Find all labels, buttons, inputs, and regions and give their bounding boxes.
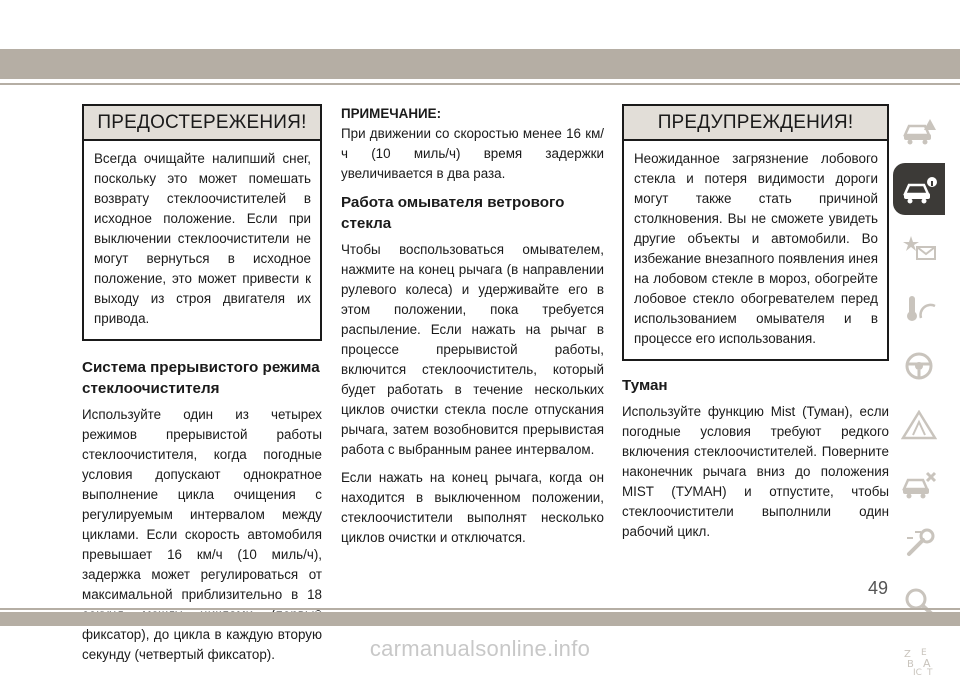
tab-wrench[interactable] (893, 517, 945, 569)
warning-box (82, 104, 322, 341)
car-warning-icon (901, 115, 937, 145)
chapter-tabs (893, 104, 945, 694)
svg-text:A: A (923, 657, 931, 670)
svg-text:IC: IC (913, 668, 922, 676)
svg-text:E: E (921, 648, 927, 658)
tab-road-warning[interactable] (893, 399, 945, 451)
road-warning-icon (901, 410, 937, 440)
caution-text: Неожиданное загрязнение лобового стекла и потеря видимости дороги могут также стать причиной столкновения. Вы не сможете увидеть другие объекты и автомобили. Во избежание внезапного появления инея на лобовом стекле в мороз, обогрейте лобовое стекло обогревателем перед использованием омывателя и в процессе его использования. (634, 151, 878, 346)
column-right (622, 104, 889, 550)
svg-text:Z: Z (904, 649, 911, 660)
section-body-intermittent: Используйте один из четырех режимов прерывистой работы стеклоочистителя, когда погодные условия допускают однократное выполнение цикла очищения с регулируемым интервалом между циклами. Если скорость автомобиля превышает 16 км/ч (10 миль/ч), задержка может регулироваться от максимальной приблизительно в 18 фиксатор), до цикла в каждую вторую секунду (четвертый фиксатор). (82, 407, 322, 662)
caution-title: ПРЕДУПРЕЖДЕНИЯ! (624, 106, 887, 141)
tab-gauge[interactable] (893, 281, 945, 333)
warning-title: ПРЕДОСТЕРЕЖЕНИЯ! (84, 106, 320, 141)
column-left (82, 104, 322, 673)
tab-star-envelope[interactable] (893, 222, 945, 274)
svg-text:B: B (907, 659, 914, 670)
car-tools-icon (901, 469, 937, 499)
caution-box (622, 104, 889, 361)
steering-wheel-icon (901, 351, 937, 381)
top-band (0, 49, 960, 79)
watermark: carmanualsonline.info (369, 636, 591, 661)
top-band-line (0, 83, 960, 85)
column-middle (341, 104, 604, 556)
tab-car-warning[interactable] (893, 104, 945, 156)
tab-car-info[interactable] (893, 163, 945, 215)
wrench-icon (901, 528, 937, 558)
section-heading-intermittent: Система прерывистого режима стеклоочистителя (82, 359, 320, 397)
car-info-icon (901, 174, 937, 204)
section-heading-mist: Туман (622, 377, 668, 394)
note-text: При движении со скоростью менее 16 км/ч (10 миль/ч) время задержки увеличивается в два раза. (341, 126, 604, 181)
svg-text:T: T (927, 668, 933, 676)
section-body-washer-1: Чтобы воспользоваться омывателем, нажмите на конец рычага (в направлении рулевого колеса) и удерживайте его в этом положении, пока требуется распыление. Если нажать на рычаг в процессе прерывистой работы, включится стеклоочиститель, который будет работать в течение нескольких циклов очистки стекла после отпускания рычага, затем возобновится прерывистая работа с выбранным ранее интервалом. (341, 242, 604, 457)
tab-steering-wheel[interactable] (893, 340, 945, 392)
tab-car-tools[interactable] (893, 458, 945, 510)
section-body-washer-2: Если нажать на конец рычага, когда он находится в выключенном положении, стеклоочистители выполнят несколько циклов очистки и отключатся. (341, 470, 604, 545)
page-number: 49 (868, 578, 889, 598)
note-heading: ПРИМЕЧАНИЕ: (341, 106, 442, 121)
section-body-mist: Используйте функцию Mist (Туман), если погодные условия требуют редкого включения стеклоочистителей. Поверните наконечник рычага вниз до положения MIST (ТУМАН) и отпустите, чтобы стеклоочистители выполнили один рабочий цикл. (622, 404, 889, 539)
bottom-band (0, 612, 960, 626)
star-envelope-icon (901, 233, 937, 263)
gauge-icon (901, 292, 937, 322)
section-heading-washer: Работа омывателя ветрового стекла (341, 194, 565, 232)
warning-text: Всегда очищайте налипший снег, поскольку это может помешать возврату стеклоочистителей в исходное положение. Если при выключении стеклоочистители не могут вернуться в исходное положение, это может привести к выходу из строя двигателя их привода. (94, 151, 311, 326)
bottom-band-line (0, 608, 960, 610)
